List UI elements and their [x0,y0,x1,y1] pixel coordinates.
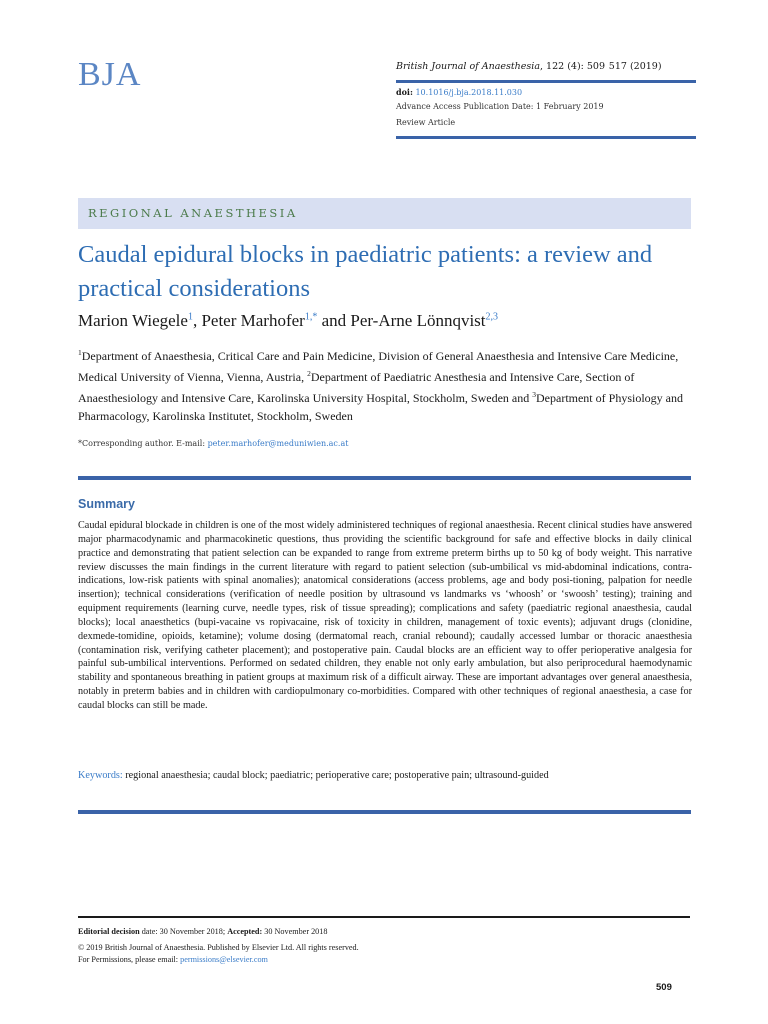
doi-line [396,87,522,97]
section-band [78,198,691,229]
permissions-email-link[interactable]: permissions@elsevier.com [180,955,268,964]
summary-heading: Summary [78,497,135,511]
summary-rule-bottom [78,810,691,814]
corresponding-email-link[interactable]: peter.marhofer@meduniwien.ac.at [207,439,349,448]
doi-label: doi: [396,87,413,97]
abstract-text: Caudal epidural blockade in children is one of the most widely administered techniques of regional anaesthesia. Recent clinical studies have answered major pharmacodynamic and pharmacokinetic questions, thus providing the scientific background for safe and effective blocks in daily clinical practice and demonstrating that patient selection can be expanded to range from extreme preterm births up to 50 kg of body weight. This narrative review discusses the main findings in the current literature with regard to patient selection (sub-umbilical vs mid-abdominal indications, contra-indications, low-risk patients with spinal anomalies); anatomical considerations (access problems, age and body posi-tioning, palpation for needle insertion); technical considerations (verification of needle position by ultrasound vs landmarks vs ‘whoosh’ or ‘swoosh’ testing); training and equipment requirements (learning curve, needle types, risk of tissue spreading); complications and safety (paediatric regional anaesthesia, caudal blocks); local anaesthetics (bupi-vacaine vs ropivacaine, risk of toxicity in children, management of toxic events); adjuvant drugs (clonidine, dexmede-tomidine, opioids, ketamine); volume dosing (dermatomal reach, cranial rebound); caudally accessed lumbar or thoracic anaesthesia (contamination risk, verifying catheter placement); and postoperative pain. Caudal blocks are an efficient way to offer perioperative analgesia for painful sub-umbilical interventions. Performed on sedated children, they enable not only early ambulation, but also periprocedural haemodynamic stability and spontaneous breathing in patient groups at maximum risk of a difficult airway. These are important advantages over general anaesthesia, notably in preterm babies and in children with cardiopulmonary co-morbidities. Compared with other techniques of regional anaesthesia, a case for caudal blocks can still be made. [78,520,692,711]
affiliation-2: Department of Paediatric Anesthesia and Intensive Care, Section of Anaesthesiology and Intensive Care, Karolinska University Hospital, Stockholm, Sweden and [78,370,635,406]
author-name: Peter Marhofer [201,311,305,330]
editorial-dates: Editorial decision date: 30 November 2018; Accepted: 30 November 2018 [78,927,328,936]
keywords-label: Keywords: [78,770,123,781]
author-name: Per-Arne Lönnqvist [350,311,486,330]
citation-details: , 122 (4): 509 517 (2019) [540,61,662,72]
corresponding-author: *Corresponding author. E-mail: peter.marhofer@meduniwien.ac.at [78,439,349,448]
permissions-line: For Permissions, please email: permissions@elsevier.com [78,955,268,964]
affiliation-3: Department of Physiology and Pharmacology, Karolinska Institutet, Stockholm, Sweden [78,391,683,423]
header-rule-top [396,80,696,83]
author-affil-ref[interactable]: 2,3 [485,311,499,323]
footer-rule [78,916,690,918]
journal-logo: BJA [78,56,142,93]
journal-name: British Journal of Anaesthesia [396,61,540,72]
affiliation-1: Department of Anaesthesia, Critical Care and Pain Medicine, Division of General Anaesthesia and Intensive Care Medicine, Medical University of Vienna, Vienna, Austria, [78,349,679,385]
page-number: 509 [656,982,672,993]
author-list: Marion Wiegele$^1$, Peter Marhofer$^{1,*}$ and Per-Arne Lönnqvist$^{2,3}$ [78,311,499,330]
author-name: Marion Wiegele [78,311,188,330]
summary-rule-top [78,476,691,480]
journal-citation [396,61,696,72]
article-type: Review Article [396,118,456,127]
keywords-text: regional anaesthesia; caudal block; paediatric; perioperative care; postoperative pain; ultrasound-guided [122,770,549,781]
affiliations: $^1$Department of Anaesthesia, Critical Care and Pain Medicine, Division of General Anaesthesia and Intensive Care Medicine, Medical University of Vienna, Vienna, Austria, $^2$Department of Paediatric Anesthesia and Intensive Care, Section of Anaesthesiology and Intensive Care, Karolinska University Hospital, Stockholm, Sweden and $^3$Department of Physiology and Pharmacology, Karolinska Institutet, Stockholm, Sweden [78,348,683,423]
author-affil-ref[interactable]: 1 [187,311,193,323]
copyright: © 2019 British Journal of Anaesthesia. Published by Elsevier Ltd. All rights reserved. [78,943,359,952]
header-rule-bottom [396,136,696,139]
author-affil-ref[interactable]: 1,* [304,311,318,323]
section-label: REGIONAL ANAESTHESIA [88,206,298,220]
doi-link[interactable]: 10.1016/j.bja.2018.11.030 [415,88,523,97]
publication-date: Advance Access Publication Date: 1 February 2019 [396,102,604,111]
keywords [78,770,692,781]
article-title: Caudal epidural blocks in paediatric patients: a review and practical considerations [78,241,653,302]
